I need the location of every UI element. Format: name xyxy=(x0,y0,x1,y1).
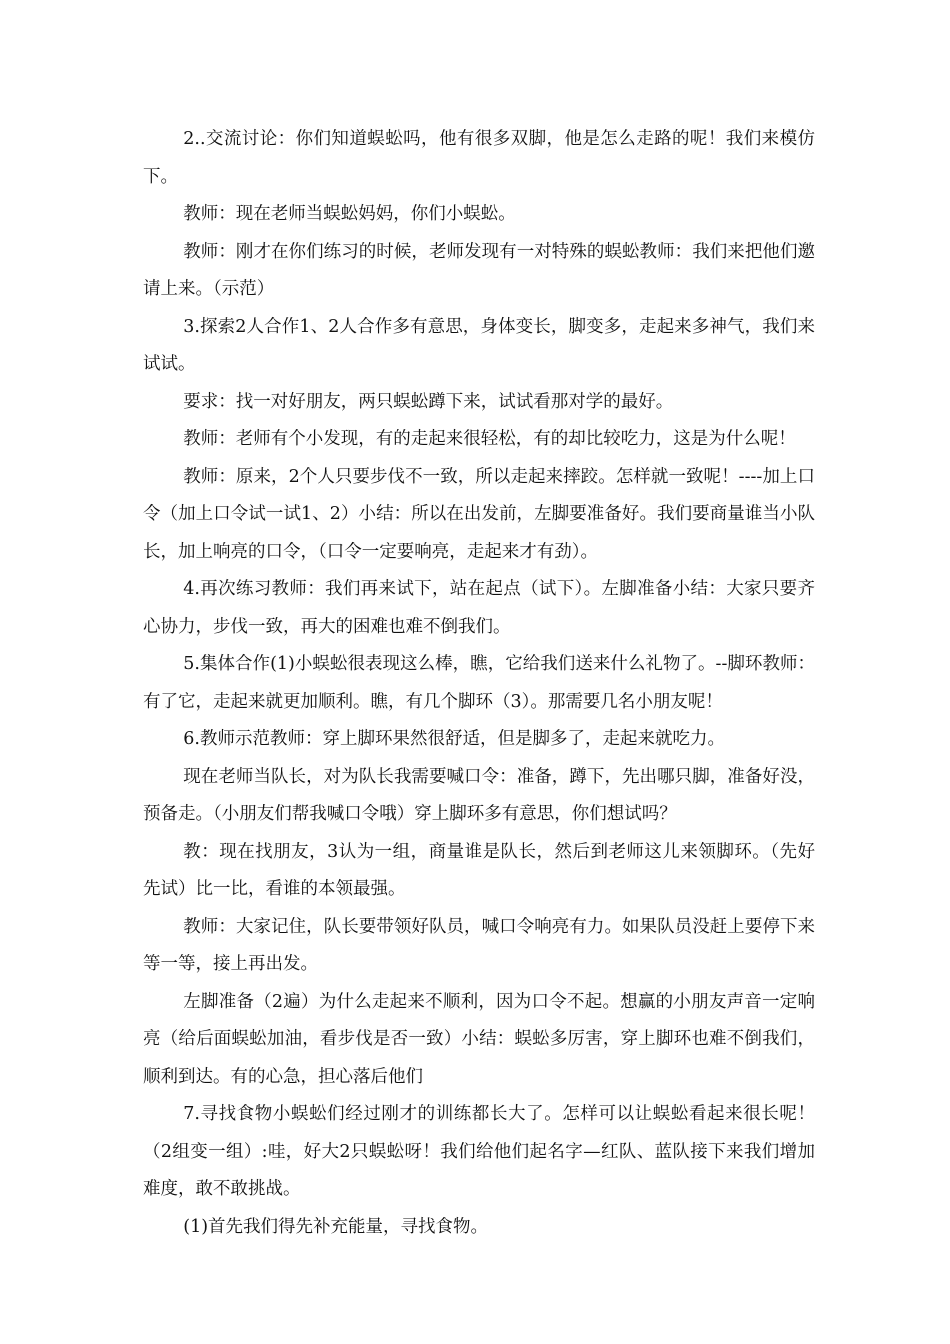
paragraph-teacher-demo: 6.教师示范教师：穿上脚环果然很舒适，但是脚多了，走起来就吃力。 xyxy=(183,729,725,749)
paragraph-explore-pairs: 3.探索2人合作1、2人合作多有意思，身体变长，脚变多，走起来多神气，我们来试试。 xyxy=(143,316,815,374)
paragraph-find-food: 7.寻找食物小蜈蚣们经过刚才的训练都长大了。怎样可以让蜈蚣看起来很长呢！（2组变一组）:哇，好大2只蜈蚣呀！我们给他们起名字—红队、蓝队接下来我们增加难度，敢不敢挑战。 xyxy=(143,1104,815,1199)
paragraph-teacher-mother: 教师：现在老师当蜈蚣妈妈，你们小蜈蚣。 xyxy=(183,204,516,224)
paragraph-left-foot: 左脚准备（2遍）为什么走起来不顺利，因为口令不起。想赢的小朋友声音一定响亮（给后面蜈蚣加油，看步伐是否一致）小结：蜈蚣多厉害，穿上脚环也难不倒我们，顺利到达。有的心急，担心落后他们 xyxy=(143,991,815,1087)
paragraph-find-friends: 教：现在找朋友，3认为一组，商量谁是队长，然后到老师这儿来领脚环。（先好先试）比一比，看谁的本领最强。 xyxy=(143,841,815,899)
paragraph-teacher-invite: 教师：刚才在你们练习的时候，老师发现有一对特殊的蜈蚣教师：我们来把他们邀请上来。（示范） xyxy=(143,241,815,299)
paragraph-discussion: 2..交流讨论：你们知道蜈蚣吗，他有很多双脚，他是怎么走路的呢！我们来模仿下。 xyxy=(143,129,815,187)
paragraph-teacher-command: 教师：原来，2个人只要步伐不一致，所以走起来摔跤。怎样就一致呢！----加上口令（加上口令试一试1、2）小结：所以在出发前，左脚要准备好。我们要商量谁当小队长，加上响亮的口令，（口令一定要响亮，走起来才有劲）。 xyxy=(143,466,815,562)
paragraph-remember: 教师：大家记住，队长要带领好队员，喊口令响亮有力。如果队员没赶上要停下来等一等，接上再出发。 xyxy=(143,916,815,974)
paragraph-energy: (1)首先我们得先补充能量，寻找食物。 xyxy=(183,1216,489,1237)
paragraph-team-leader: 现在老师当队长，对为队长我需要喊口令：准备，蹲下，先出哪只脚，准备好没，预备走。（小朋友们帮我喊口令哦）穿上脚环多有意思，你们想试吗？ xyxy=(143,766,815,824)
paragraph-group-cooperation: 5.集体合作(1)小蜈蚣很表现这么棒，瞧，它给我们送来什么礼物了。--脚环教师：有了它，走起来就更加顺利。瞧，有几个脚环（3）。那需要几名小朋友呢！ xyxy=(143,654,815,712)
paragraph-teacher-question: 教师：老师有个小发现，有的走起来很轻松，有的却比较吃力，这是为什么呢！ xyxy=(183,429,796,449)
document-body xyxy=(143,121,815,1246)
paragraph-practice-again: 4.再次练习教师：我们再来试下，站在起点（试下）。左脚准备小结：大家只要齐心协力，步伐一致，再大的困难也难不倒我们。 xyxy=(143,579,815,637)
paragraph-requirement: 要求：找一对好朋友，两只蜈蚣蹲下来，试试看那对学的最好。 xyxy=(183,391,674,412)
